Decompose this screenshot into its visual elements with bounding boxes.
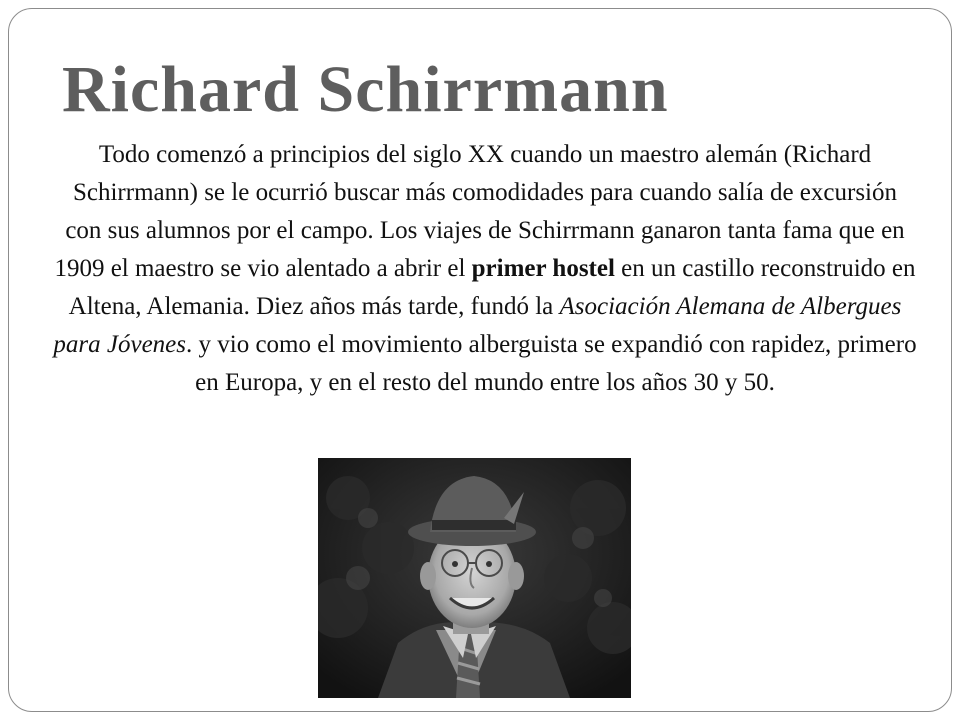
slide-title: Richard Schirrmann <box>62 53 669 126</box>
portrait-photo <box>318 458 631 698</box>
paragraph-part-3: . y vio como el movimiento alberguista se expandió con rapidez, primero en Europa, y en el resto del mundo entre los años 30 y 50. <box>186 331 917 396</box>
paragraph-bold-term: primer hostel <box>471 255 615 282</box>
paragraph-part-2: en un castillo reconstruido en Altena, Alemania. Diez años más tarde, fundó la <box>68 255 916 320</box>
paragraph-italic-term: Asociación Alemana de Albergues para Jóvenes <box>53 293 902 358</box>
portrait-illustration <box>318 458 631 698</box>
paragraph-part-1: Todo comenzó a principios del siglo XX cuando un maestro alemán (Richard Schirrmann) se le ocurrió buscar más comodidades para cuando salía de excursión con sus alumnos por el campo. Los viajes de Schirrmann ganaron tanta fama que en 1909 el maestro se vio alentado a abrir el <box>54 141 905 282</box>
body-paragraph <box>52 136 918 402</box>
